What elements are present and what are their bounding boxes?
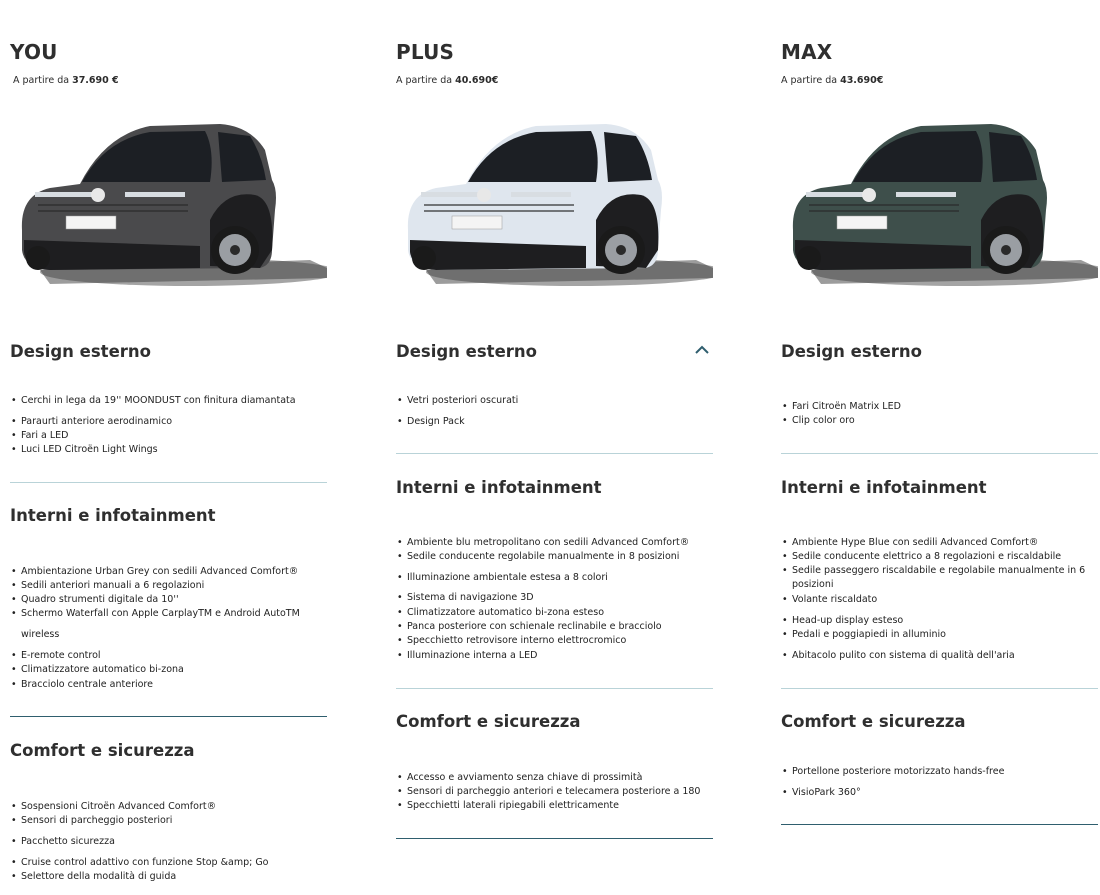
feature-item: • Volante riscaldato [781,593,1091,608]
divider [781,453,1098,454]
section-title-design-esterno[interactable]: Design esterno [396,342,537,361]
price-value: 37.690 € [72,75,119,86]
feature-item: • Accesso e avviamento senza chiave di prossimità [396,771,706,786]
feature-item: • Fari Citroën Matrix LED [781,400,1091,415]
price-value: 43.690€ [840,75,884,86]
feature-item-continuation: posizioni [792,579,834,590]
feature-item: • Head-up display esteso [781,614,1091,629]
divider [781,824,1098,825]
feature-item: • Clip color oro [781,414,1091,429]
feature-item: • Pedali e poggiapiedi in alluminio [781,628,1091,643]
section-title-comfort-sicurezza[interactable]: Comfort e sicurezza [396,712,581,731]
feature-item: • Illuminazione ambientale estesa a 8 colori [396,571,706,586]
feature-item: • Panca posteriore con schienale reclinabile e bracciolo [396,620,706,635]
price-prefix: A partire da [396,75,456,86]
feature-item: • Paraurti anteriore aerodinamico [10,415,320,430]
car-image [396,100,713,300]
feature-item: • Sospensioni Citroën Advanced Comfort® [10,800,320,815]
section-title-comfort-sicurezza[interactable]: Comfort e sicurezza [10,741,195,760]
feature-item: • Sensori di parcheggio anteriori e telecamera posteriore a 180 [396,785,706,800]
trim-name: YOU [10,40,58,64]
feature-item: • Portellone posteriore motorizzato hands-free [781,765,1091,780]
feature-item: • Illuminazione interna a LED [396,649,706,664]
divider [10,482,327,483]
feature-item: • Bracciolo centrale anteriore [10,678,320,693]
feature-item: • Vetri posteriori oscurati [396,394,706,409]
divider [396,453,713,454]
feature-item: • Abitacolo pulito con sistema di qualità dell'aria [781,649,1091,664]
trim-price [396,75,498,86]
divider [396,838,713,839]
car-image [781,100,1098,300]
feature-item: • Climatizzatore automatico bi-zona esteso [396,606,706,621]
section-title-interni-infotainment[interactable]: Interni e infotainment [396,478,602,497]
feature-item: • Selettore della modalità di guida [10,870,320,885]
trim-name: MAX [781,40,833,64]
price-value: 40.690€ [455,75,499,86]
feature-item: • Sistema di navigazione 3D [396,591,706,606]
feature-item: • Cerchi in lega da 19'' MOONDUST con finitura diamantata [10,394,320,409]
car-image [10,100,327,300]
trim-name: PLUS [396,40,455,64]
feature-item: • Sedile conducente elettrico a 8 regolazioni e riscaldabile [781,550,1091,565]
divider [10,716,327,717]
feature-item: • Specchietti laterali ripiegabili elettricamente [396,799,706,814]
trim-price [13,75,119,86]
section-title-interni-infotainment[interactable]: Interni e infotainment [10,506,216,525]
section-title-comfort-sicurezza[interactable]: Comfort e sicurezza [781,712,966,731]
section-title-design-esterno[interactable]: Design esterno [781,342,922,361]
feature-item: • Cruise control adattivo con funzione Stop &amp; Go [10,856,320,871]
feature-item: • Design Pack [396,415,706,430]
trim-price [781,75,883,86]
feature-item: • Sedile conducente regolabile manualmente in 8 posizioni [396,550,706,565]
feature-item: • Sensori di parcheggio posteriori [10,814,320,829]
feature-item: • Climatizzatore automatico bi-zona [10,663,320,678]
section-title-interni-infotainment[interactable]: Interni e infotainment [781,478,987,497]
feature-item: • Sedile passeggero riscaldabile e regolabile manualmente in 6 [781,564,1091,579]
price-prefix: A partire da [781,75,841,86]
feature-item: • VisioPark 360° [781,786,1091,801]
feature-item: • Quadro strumenti digitale da 10'' [10,593,320,608]
feature-item: • Sedili anteriori manuali a 6 regolazioni [10,579,320,594]
feature-item: • Ambientazione Urban Grey con sedili Advanced Comfort® [10,565,320,580]
feature-item: • Pacchetto sicurezza [10,835,320,850]
chevron-up-icon[interactable] [695,345,709,355]
feature-item: • E-remote control [10,649,320,664]
feature-item: • Luci LED Citroën Light Wings [10,443,320,458]
divider [781,688,1098,689]
divider [396,688,713,689]
price-prefix: A partire da [13,75,73,86]
feature-item: • Fari a LED [10,429,320,444]
feature-item: • Ambiente Hype Blue con sedili Advanced Comfort® [781,536,1091,551]
section-title-design-esterno[interactable]: Design esterno [10,342,151,361]
feature-item: • Schermo Waterfall con Apple CarplayTM e Android AutoTM [10,607,320,622]
feature-item: • Ambiente blu metropolitano con sedili Advanced Comfort® [396,536,706,551]
feature-item: • Specchietto retrovisore interno elettrocromico [396,634,706,649]
feature-item-continuation: wireless [21,629,60,640]
